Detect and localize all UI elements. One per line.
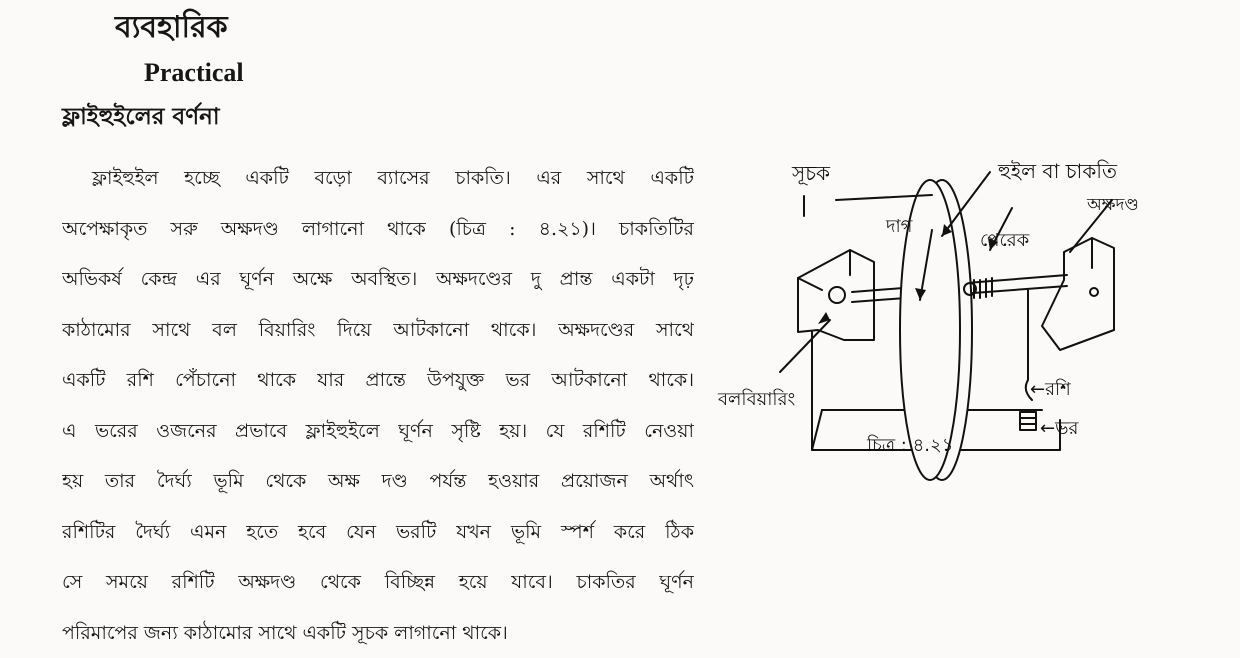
frame-left-side [812,410,822,450]
page-title-english: Practical [144,56,244,90]
label-rope: ←রশি [1030,379,1071,400]
label-mark: দাগ [885,216,914,237]
paragraph-line: কাঠামোর সাথে বল বিয়ারিং দিয়ে আটকানো থাকে। অক্ষদণ্ডের সাথে [62,305,694,356]
label-mass: ←ভর [1040,418,1079,439]
paragraph-line: এ ভরের ওজনের প্রভাবে ফ্লাইহুইলে ঘূর্ণন সৃষ্টি হয়। যে রশিটি নেওয়া [62,406,694,457]
figure-caption: চিত্র : ৪.২১ [866,435,953,456]
mass-lines [1020,418,1036,424]
page-title-bengali: ব্যবহারিক [115,8,228,48]
left-bearing-block [798,250,874,340]
paragraph-line: একটি রশি পেঁচানো থাকে যার প্রান্তে উপযুক্ত ভর আটকানো থাকে। [62,355,694,406]
right-bearing-block [1042,238,1114,350]
label-axle: অক্ষদণ্ড [1086,195,1139,215]
flywheel-diagram [712,150,1232,560]
paragraph-line: অভিকর্ষ কেন্দ্র এর ঘূর্ণন অক্ষে অবস্থিত। অক্ষদণ্ডের দু প্রান্ত একটা দৃঢ় [62,254,694,305]
mass-block [1020,412,1036,430]
paragraph-line: হয় তার দৈর্ঘ্য ভূমি থেকে অক্ষ দণ্ড পর্যন্ত হওয়ার প্রয়োজন অর্থাৎ [62,456,694,507]
paragraph-line: সে সময়ে রশিটি অক্ষদণ্ড থেকে বিচ্ছিন্ন হয়ে যাবে। চাকতির ঘূর্ণন [62,557,694,608]
body-paragraph [62,153,694,658]
section-heading: ফ্লাইহুইলের বর্ণনা [62,100,220,134]
paragraph-line: পরিমাপের জন্য কাঠামোর সাথে একটি সূচক লাগানো থাকে। [62,608,694,658]
paragraph-line: রশিটির দৈর্ঘ্য এমন হতে হবে যেন ভরটি যখন ভূমি স্পর্শ করে ঠিক [62,507,694,558]
label-peg: পেরেক [980,230,1030,251]
label-wheel: হুইল বা চাকতি [997,159,1118,183]
label-pointer: সূচক [791,161,831,185]
paragraph-line: ফ্লাইহুইল হচ্ছে একটি বড়ো ব্যাসের চাকতি। এর সাথে একটি [62,153,694,204]
paragraph-line: অপেক্ষাকৃত সরু অক্ষদণ্ড লাগানো থাকে (চিত্র : ৪.২১)। চাকতিটির [62,204,694,255]
label-ball-bearing: বলবিয়ারিং [717,389,795,410]
